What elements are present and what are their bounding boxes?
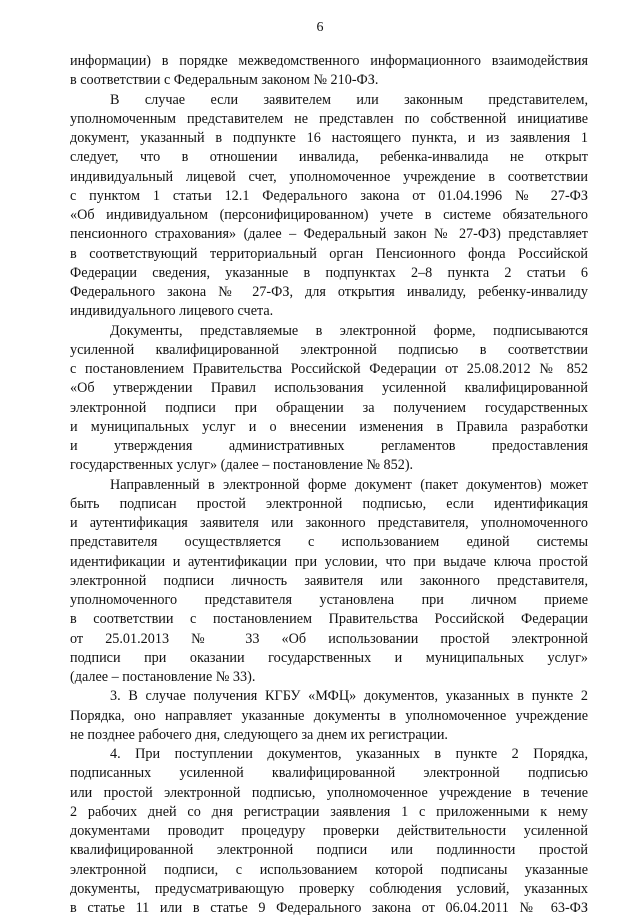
text-line: усиленной квалифицированной электронной подписью в соответствии xyxy=(70,341,588,358)
text-line: индивидуального лицевого счета. xyxy=(70,303,274,320)
document-body xyxy=(70,52,588,918)
page-number: 6 xyxy=(316,20,324,35)
text-line: с постановлением Правительства Российской Федерации от 25.08.2012 № 852 xyxy=(70,361,588,377)
text-line: от 25.01.2013 № 33 «Об использовании простой электронной xyxy=(70,630,588,647)
text-line: 4. При поступлении документов, указанных в пункте 2 Порядка, xyxy=(110,746,588,762)
text-line: электронной подписи, с использованием которой подписаны указанные xyxy=(70,861,588,878)
text-line: подписи при оказании государственных и муниципальных услуг» xyxy=(70,649,588,666)
text-line: информации) в порядке межведомственного информационного взаимодействия xyxy=(70,53,588,69)
text-line: Порядка, оно направляет указанные документы в уполномоченное учреждение xyxy=(70,707,588,724)
text-line: «Об индивидуальном (персонифицированном) учете в системе обязательного xyxy=(70,207,588,223)
text-line: Федерации сведения, указанные в подпунктах 2–8 пункта 2 статьи 6 xyxy=(70,264,588,281)
text-line: государственных услуг» (далее – постановление № 852). xyxy=(70,457,414,474)
text-line: 3. В случае получения КГБУ «МФЦ» документов, указанных в пункте 2 xyxy=(110,688,588,705)
text-line: Федерального закона № 27-ФЗ, для открытия инвалиду, ребенку-инвалиду xyxy=(70,284,588,300)
text-line: идентификации и аутентификации при условии, что при выдаче ключа простой xyxy=(70,553,588,570)
text-line: подписанных усиленной квалифицированной электронной подписью xyxy=(70,765,588,782)
text-line: В случае если заявителем или законным представителем, xyxy=(110,91,588,108)
text-line: или простой электронной подписью, уполномоченное учреждение в течение xyxy=(70,784,588,801)
text-line: электронной подписи при обращении за получением государственных xyxy=(70,399,588,416)
text-line: «Об утверждении Правил использования усиленной квалифицированной xyxy=(70,380,588,397)
text-line: и аутентификация заявителя или законного представителя, уполномоченного xyxy=(70,515,588,531)
text-line: (далее – постановление № 33). xyxy=(70,669,256,685)
text-line: представителя осуществляется с использованием единой системы xyxy=(70,534,588,551)
text-line: квалифицированной электронной подписи или подлинности простой xyxy=(70,842,588,859)
text-line: пенсионного страхования» (далее – Федеральный закон № 27-ФЗ) представляет xyxy=(70,226,588,243)
text-line: в статье 11 или в статье 9 Федерального закона от 06.04.2011 № 63-ФЗ xyxy=(70,900,588,916)
text-line: в соответствии с постановлением Правительства Российской Федерации xyxy=(70,611,588,628)
text-line: 2 рабочих дней со дня регистрации заявления 1 с приложенными к нему xyxy=(70,803,588,820)
text-line: и утверждения административных регламентов предоставления xyxy=(70,438,588,454)
text-line: индивидуальный лицевой счет, уполномоченное учреждение в соответствии xyxy=(70,168,588,185)
text-line: и муниципальных услуг и о внесении изменения в Правила разработки xyxy=(70,418,588,435)
text-line: следует, что в отношении инвалида, ребенка-инвалида не открыт xyxy=(70,149,588,166)
text-line: в соответствии с Федеральным законом № 210-ФЗ. xyxy=(70,72,379,89)
text-line: документы, предусматривающую проверку соблюдения условий, указанных xyxy=(70,880,588,897)
text-line: электронной подписи личность заявителя или законного представителя, xyxy=(70,572,588,589)
text-line: Документы, представляемые в электронной форме, подписываются xyxy=(110,322,588,339)
text-line: уполномоченным представителем не представлен по собственной инициативе xyxy=(70,110,588,127)
text-line: уполномоченного представителя установлена при личном приеме xyxy=(70,592,588,608)
text-line: с пунктом 1 статьи 12.1 Федерального закона от 01.04.1996 № 27-ФЗ xyxy=(70,187,588,204)
text-line: Направленный в электронной форме документ (пакет документов) может xyxy=(110,476,588,493)
text-line: документ, указанный в подпункте 16 настоящего пункта, и из заявления 1 xyxy=(70,130,588,146)
text-line: быть подписан простой электронной подписью, если идентификация xyxy=(70,495,588,512)
text-line: в соответствующий территориальный орган Пенсионного фонда Российской xyxy=(70,245,588,262)
text-line: не позднее рабочего дня, следующего за днем их регистрации. xyxy=(70,726,448,743)
text-line: документами проводит процедуру проверки действительности усиленной xyxy=(70,823,588,839)
